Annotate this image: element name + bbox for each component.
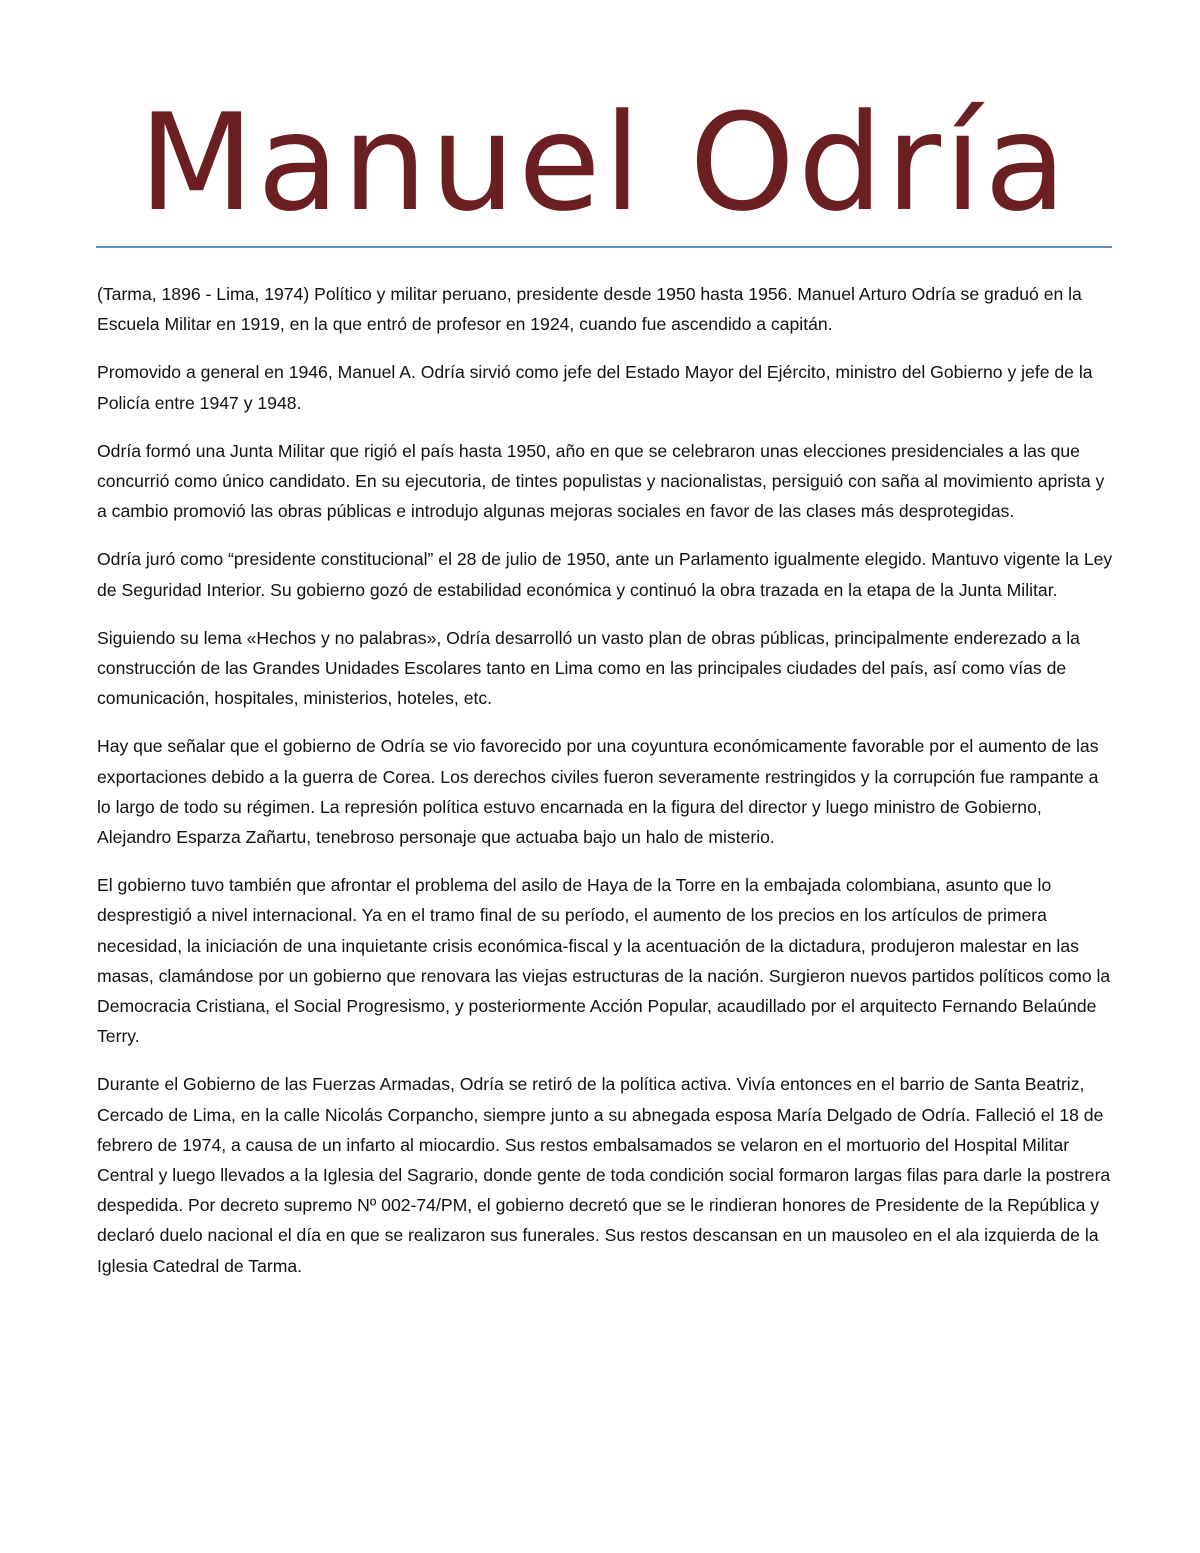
paragraph-8: Durante el Gobierno de las Fuerzas Armadas, Odría se retiró de la política activa. Vivía entonces en el barrio de Santa Beatriz, Cercado de Lima, en la calle Nicolás Corpancho, siempre junto a su abnegada esposa María Delgado de Odría. Falleció el 18 de febrero de 1974, a causa de un infarto al miocardio. Sus restos embalsamados se velaron en el mortuorio del Hospital Militar Central y luego llevados a la Iglesia del Sagrario, donde gente de toda condición social formaron largas filas para darle la postrera despedida. Por decreto supremo Nº 002-74/PM, el gobierno decretó que se le rindieran honores de Presidente de la República y declaró duelo nacional el día en que se realizaron sus funerales. Sus restos descansan en un mausoleo en el ala izquierda de la Iglesia Catedral de Tarma. <box>97 1074 1111 1276</box>
paragraph-1: (Tarma, 1896 - Lima, 1974) Político y militar peruano, presidente desde 1950 hasta 1956. Manuel Arturo Odría se graduó en la Escuela Militar en 1919, en la que entró de profesor en 1924, cuando fue ascendido a capitán. <box>97 284 1082 335</box>
paragraph-6: Hay que señalar que el gobierno de Odría se vio favorecido por una coyuntura económicamente favorable por el aumento de las exportaciones debido a la guerra de Corea. Los derechos civiles fueron severamente restringidos y la corrupción fue rampante a lo largo de todo su régimen. La represión política estuvo encarnada en la figura del director y luego ministro de Gobierno, Alejandro Esparza Zañartu, tenebroso personaje que actuaba bajo un halo de misterio. <box>97 736 1099 848</box>
paragraph-5: Siguiendo su lema «Hechos y no palabras», Odría desarrolló un vasto plan de obras públicas, principalmente enderezado a la construcción de las Grandes Unidades Escolares tanto en Lima como en las principales ciudades del país, así como vías de comunicación, hospitales, ministerios, hoteles, etc. <box>97 627 1080 709</box>
title-underline <box>96 246 1112 248</box>
document-title: Manuel Odría <box>138 85 1070 241</box>
paragraph-3: Odría formó una Junta Militar que rigió el país hasta 1950, año en que se celebraron unas elecciones presidenciales a las que concurrió como único candidato. En su ejecutoria, de tintes populistas y nacionalistas, persiguió con saña al movimiento aprista y a cambio promovió las obras públicas e introdujo algunas mejoras sociales en favor de las clases más desprotegidas. <box>97 440 1105 522</box>
paragraph-4: Odría juró como “presidente constitucional” el 28 de julio de 1950, ante un Parlamento igualmente elegido. Mantuvo vigente la Ley de Seguridad Interior. Su gobierno gozó de estabilidad económica y continuó la obra trazada en la etapa de la Junta Militar. <box>97 549 1113 600</box>
paragraph-2: Promovido a general en 1946, Manuel A. Odría sirvió como jefe del Estado Mayor del Ejército, ministro del Gobierno y jefe de la Policía entre 1947 y 1948. <box>97 362 1093 413</box>
document-body <box>97 279 1115 1299</box>
paragraph-7: El gobierno tuvo también que afrontar el problema del asilo de Haya de la Torre en la embajada colombiana, asunto que lo desprestigió a nivel internacional. Ya en el tramo final de su período, el aumento de los precios en los artículos de primera necesidad, la iniciación de una inquietante crisis económica-fiscal y la acentuación de la dictadura, produjeron malestar en las masas, clamándose por un gobierno que renovara las viejas estructuras de la nación. Surgieron nuevos partidos políticos como la Democracia Cristiana, el Social Progresismo, y posteriormente Acción Popular, acaudillado por el arquitecto Fernando Belaúnde Terry. <box>97 875 1111 1047</box>
